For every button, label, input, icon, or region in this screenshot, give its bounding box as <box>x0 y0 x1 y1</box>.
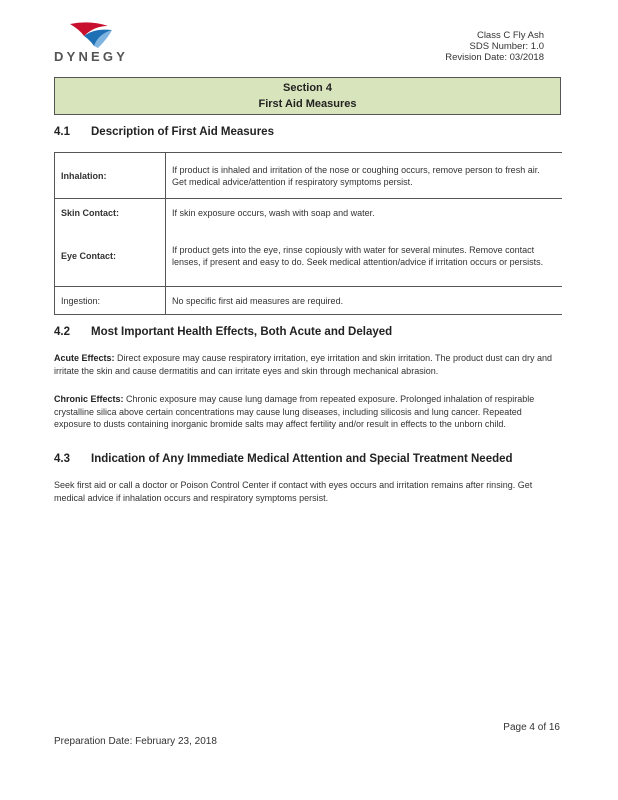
row-text: No specific first aid measures are required. <box>166 287 563 315</box>
heading-4-3 <box>54 453 513 465</box>
row-text: If product is inhaled and irritation of the nose or coughing occurs, remove person to fresh air. Get medical advice/attention if respiratory symptoms persist. <box>166 153 563 199</box>
row-label: Inhalation: <box>55 153 166 199</box>
acute-effects-text: Direct exposure may cause respiratory irritation, eye irritation and skin irritation. The product dust can dry and irritate the skin and cause dermatitis and can irritate eyes and skin through mechanical abrasion. <box>54 353 553 376</box>
heading-number: 4.1 <box>54 126 70 138</box>
revision-date: Revision Date: 03/2018 <box>445 52 544 63</box>
preparation-date: Preparation Date: February 23, 2018 <box>54 736 217 747</box>
row-label: Ingestion: <box>55 287 166 315</box>
document-header-info <box>445 30 544 63</box>
row-text: If skin exposure occurs, wash with soap and water. <box>166 199 563 227</box>
section-heading-box <box>54 77 561 115</box>
chronic-effects-label: Chronic Effects: <box>54 394 124 404</box>
first-aid-table <box>54 152 562 315</box>
chronic-effects-paragraph <box>54 393 554 431</box>
table-row <box>55 287 563 315</box>
product-name: Class C Fly Ash <box>476 30 544 41</box>
page-number: Page 4 of 16 <box>503 722 560 733</box>
row-text: If product gets into the eye, rinse copiously with water for several minutes. Remove contact lenses, if present and easy to do. Seek medical attention/advice if irritation occurs or persists. <box>166 227 563 287</box>
company-logo <box>54 20 134 66</box>
section-title: First Aid Measures <box>258 98 357 110</box>
heading-title: Description of First Aid Measures <box>91 126 274 138</box>
acute-effects-paragraph <box>54 352 554 377</box>
logo-wordmark: DYNEGY <box>54 49 129 64</box>
acute-effects-label: Acute Effects: <box>54 353 115 363</box>
heading-title: Most Important Health Effects, Both Acute and Delayed <box>91 326 393 338</box>
table-row <box>55 153 563 199</box>
medical-attention-paragraph: Seek first aid or call a doctor or Poison Control Center if contact with eyes occurs and irritation remains after rinsing. Get medical advice if inhalation occurs and respiratory symptoms persist. <box>54 480 533 503</box>
heading-4-2 <box>54 326 392 338</box>
dynegy-logo-icon <box>68 20 118 48</box>
table-row <box>55 199 563 227</box>
heading-4-1 <box>54 126 274 138</box>
sds-number: SDS Number: 1.0 <box>469 41 544 52</box>
row-label: Skin Contact: <box>55 199 166 227</box>
heading-number: 4.3 <box>54 453 70 465</box>
heading-number: 4.2 <box>54 326 70 338</box>
section-number: Section 4 <box>283 82 332 94</box>
heading-title: Indication of Any Immediate Medical Attention and Special Treatment Needed <box>91 453 513 465</box>
table-row <box>55 227 563 287</box>
row-label: Eye Contact: <box>55 227 166 287</box>
chronic-effects-text: Chronic exposure may cause lung damage from repeated exposure. Prolonged inhalation of respirable crystalline silica above certain concentrations may cause lung diseases, including silicosis and lung cancer. Repeated exposure to dusts containing inorganic bromide salts may affect fertility and/or result in effects to the unborn child. <box>54 394 535 429</box>
